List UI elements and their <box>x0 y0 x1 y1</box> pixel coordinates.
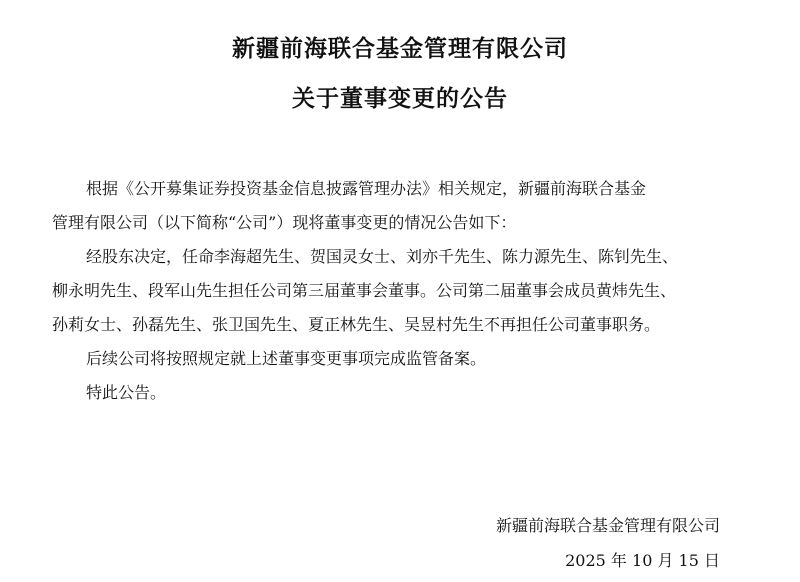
paragraph-1-line-1: 根据《公开募集证券投资基金信息披露管理办法》相关规定，新疆前海联合基金 <box>86 179 647 198</box>
paragraph-3: 后续公司将按照规定就上述董事变更事项完成监管备案。 <box>86 349 487 368</box>
signature-date: 2025 年 10 月 15 日 <box>565 551 720 570</box>
signature-organization: 新疆前海联合基金管理有限公司 <box>495 516 720 535</box>
paragraph-2-line-2: 柳永明先生、段军山先生担任公司第三届董事会董事。公司第二届董事会成员黄炜先生、 <box>52 281 677 300</box>
paragraph-2-line-1: 经股东决定，任命李海超先生、贺国灵女士、刘亦千先生、陈力源先生、陈钊先生、 <box>86 247 679 266</box>
paragraph-2-line-3: 孙莉女士、孙磊先生、张卫国先生、夏正林先生、吴昱村先生不再担任公司董事职务。 <box>52 315 661 334</box>
paragraph-4: 特此公告。 <box>86 383 167 402</box>
announcement-title: 关于董事变更的公告 <box>292 86 508 112</box>
announcement-body <box>52 172 752 410</box>
company-title: 新疆前海联合基金管理有限公司 <box>232 36 568 62</box>
paragraph-1-line-2: 管理有限公司（以下简称“公司”）现将董事变更的情况公告如下： <box>52 213 517 232</box>
